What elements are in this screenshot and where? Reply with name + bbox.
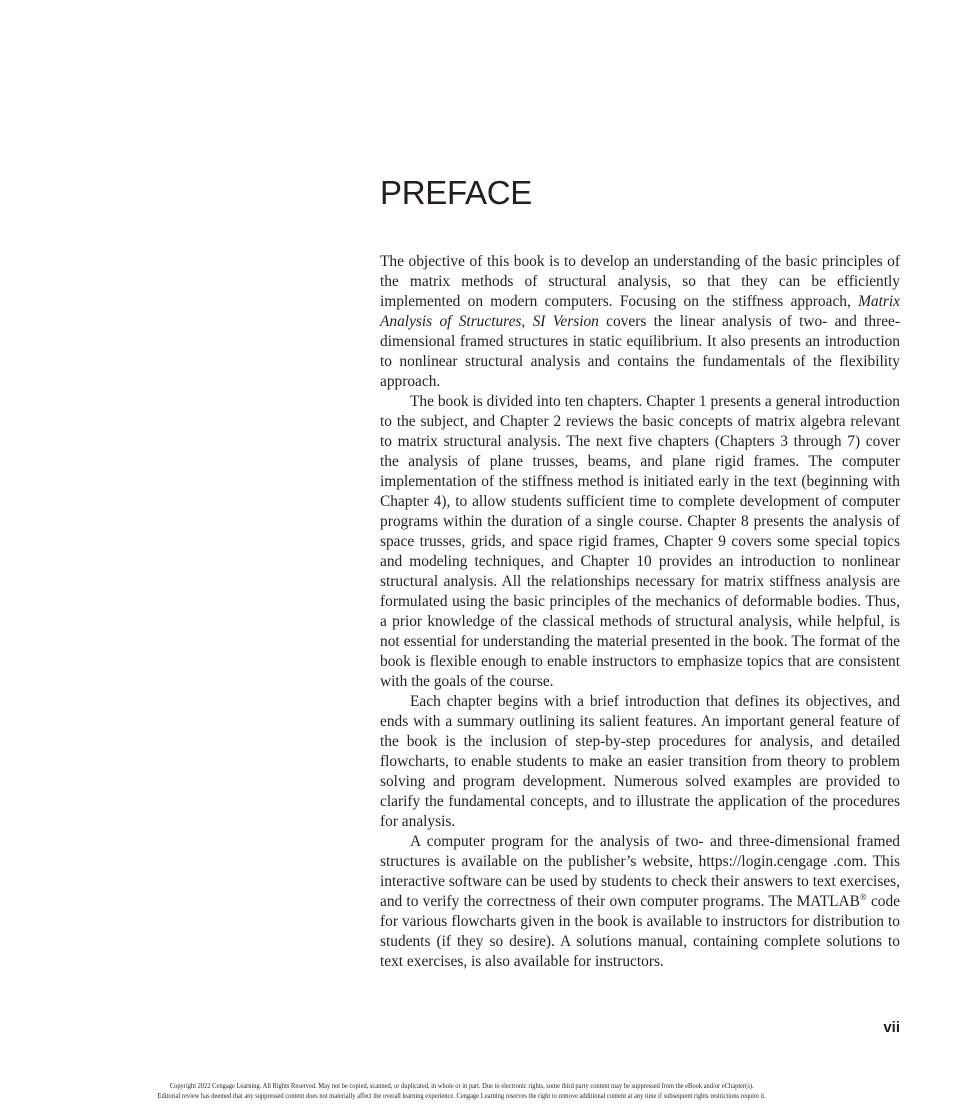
preface-paragraph-2: The book is divided into ten chapters. Chapter 1 presents a general introduction to the subject, and Chapter 2 reviews the basic concepts of matrix algebra relevant to matrix structural analysis. The next five chapters (Chapters 3 through 7) cover the analysis of plane trusses, beams, and plane rigid frames. The computer implementation of the stiffness method is initiated early in the text (beginning with Chapter 4), to allow students sufficient time to complete development of computer programs within the duration of a single course. Chapter 8 presents the analysis of space trusses, grids, and space rigid frames, Chapter 9 covers some special topics and modeling techniques, and Chapter 10 provides an introduction to nonlinear structural analysis. All the relationships necessary for matrix stiffness analysis are formulated using the basic principles of the mechanics of deformable bodies. Thus, a prior knowledge of the classical methods of structural analysis, while helpful, is not essential for understanding the material presented in the book. The format of the book is flexible enough to enable instructors to emphasize topics that are consistent with the goals of the course. bbox=[380, 393, 900, 690]
copyright-line-1: Copyright 2022 Cengage Learning. All Rights Reserved. May not be copied, scanned, or duplicated, in whole or in part. Due to electronic rights, some third party content may be suppressed from the eBook and/or eChapter(s). bbox=[169, 1082, 754, 1090]
preface-paragraph-4 bbox=[380, 832, 900, 972]
paragraph-4-text-end: code for various flowcharts given in the book is available to instructors for distribution to students (if they so desire). A solutions manual, containing complete solutions to text exercises, is also available for instructors. bbox=[380, 893, 901, 970]
preface-body bbox=[380, 252, 900, 972]
book-title-italic: Matrix Analysis of Structures, SI Version bbox=[380, 293, 900, 330]
registered-mark: ® bbox=[859, 892, 867, 902]
paragraph-1-text-start: The objective of this book is to develop an understanding of the basic principles of the matrix methods of structural analysis, so that they can be efficiently implemented on modern computers. Focusing on the stiffness approach, bbox=[380, 253, 900, 310]
preface-paragraph-3: Each chapter begins with a brief introduction that defines its objectives, and ends with a summary outlining its salient features. An important general feature of the book is the inclusion of step-by-step procedures for analysis, and detailed flowcharts, to enable students to make an easier transition from theory to problem solving and program development. Numerous solved examples are provided to clarify the fundamental concepts, and to illustrate the application of the procedures for analysis. bbox=[380, 693, 900, 830]
paragraph-1-text-end: covers the linear analysis of two- and three-dimensional framed structures in static equilibrium. It also presents an introduction to nonlinear structural analysis and contains the fundamentals of the flexibility approach. bbox=[380, 313, 900, 390]
page-number: vii bbox=[883, 1019, 900, 1036]
preface-paragraph-1 bbox=[380, 252, 900, 392]
page-title: PREFACE bbox=[380, 174, 532, 211]
copyright-line-2: Editorial review has deemed that any suppressed content does not materially affect the overall learning experience. Cengage Learning reserves the right to remove additional content at any time if subsequent rights restrictions require it. bbox=[157, 1092, 766, 1100]
paragraph-4-text-start: A computer program for the analysis of two- and three-dimensional framed structures is available on the publisher’s website, https://login.cengage .com. This interactive software can be used by students to check their answers to text exercises, and to verify the correctness of their own computer programs. The MATLAB bbox=[380, 833, 900, 910]
copyright-notice bbox=[0, 1081, 923, 1101]
